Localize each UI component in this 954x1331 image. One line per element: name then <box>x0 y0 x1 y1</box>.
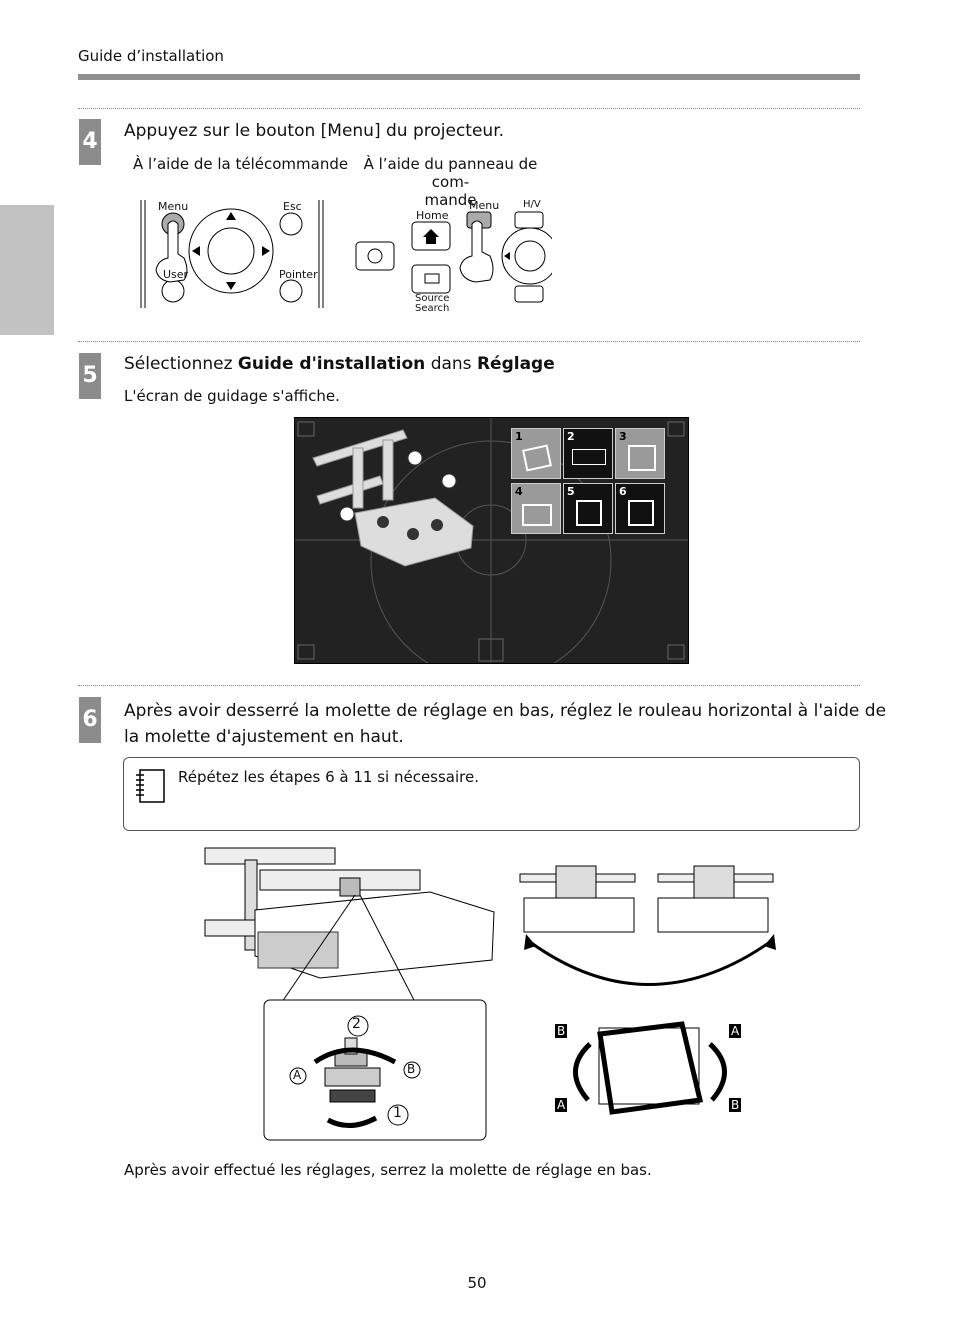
note-box <box>123 757 860 831</box>
remote-drawing <box>138 198 326 310</box>
side-tab <box>0 205 54 335</box>
tile-number: 3 <box>619 430 627 443</box>
label-a: A <box>293 1068 302 1082</box>
step-text: Sélectionnez <box>124 354 238 374</box>
tilt-icon <box>628 445 656 471</box>
installation-guide-screen <box>294 417 689 664</box>
label-b: B <box>557 1024 566 1038</box>
divider <box>78 685 860 686</box>
tile-size[interactable] <box>563 483 613 534</box>
step-instruction: Appuyez sur le bouton [Menu] du projecteur. <box>124 121 505 141</box>
roll-rotation-diagram <box>552 1018 748 1118</box>
mount-drawing <box>200 840 500 1145</box>
step-subtext: L'écran de guidage s'affiche. <box>124 387 340 405</box>
step-number-badge: 4 <box>79 119 101 165</box>
step-instruction-line: Après avoir desserré la molette de réglage en bas, réglez le rouleau horizontal à l'aide de <box>124 701 887 721</box>
pan-icon <box>572 449 606 465</box>
tile-number: 2 <box>567 430 575 443</box>
remote-user-label: User <box>163 268 189 281</box>
label-one: 1 <box>393 1105 402 1121</box>
tile-roll[interactable] <box>511 428 561 479</box>
divider <box>78 108 860 109</box>
tile-number: 5 <box>567 485 575 498</box>
label-b: B <box>407 1062 416 1076</box>
adjustment-tiles <box>511 428 663 534</box>
rotation-drawing <box>552 1018 748 1118</box>
tile-number: 1 <box>515 430 523 443</box>
page-number: 50 <box>467 1274 487 1292</box>
horizontal-icon <box>522 504 552 526</box>
remote-pointer-label: Pointer <box>279 268 318 281</box>
panel-menu-label: Menu <box>469 199 500 212</box>
remote-esc-label: Esc <box>283 200 302 213</box>
step-instruction <box>124 354 555 374</box>
label-two: 2 <box>352 1016 361 1032</box>
menu-item-name: Guide d'installation <box>237 354 426 374</box>
note-text: Répétez les étapes 6 à 11 si nécessaire. <box>178 768 480 786</box>
running-header: Guide d’installation <box>78 47 224 65</box>
panel-caption-line: À l’aide du panneau de com- <box>363 155 538 191</box>
step-number-badge: 5 <box>79 353 101 399</box>
tile-pan[interactable] <box>563 428 613 479</box>
tile-tilt[interactable] <box>615 428 665 479</box>
label-a: A <box>557 1098 566 1112</box>
panel-home-label: Home <box>416 209 449 222</box>
control-panel-drawing <box>352 198 552 316</box>
tile-horizontal[interactable] <box>511 483 561 534</box>
header-rule <box>78 74 860 80</box>
vertical-icon <box>628 500 654 526</box>
step-instruction <box>124 698 886 750</box>
mount-illustration <box>200 840 500 1145</box>
size-icon <box>576 500 602 526</box>
panel-source-label-line: Search <box>415 303 450 314</box>
panel-hv-label: H/V <box>523 199 541 210</box>
panel-source-label-line: Source <box>415 293 450 304</box>
roll-projectors-drawing <box>518 862 780 997</box>
roll-icon <box>522 445 552 472</box>
label-a: A <box>731 1024 740 1038</box>
remote-illustration <box>138 198 326 310</box>
panel-caption-line: mande <box>424 191 477 209</box>
step-number-badge: 6 <box>79 697 101 743</box>
panel-source-search-label <box>415 294 449 314</box>
step-instruction-line: la molette d'ajustement en haut. <box>124 727 404 747</box>
divider <box>78 341 860 342</box>
notepad-icon <box>134 768 168 806</box>
remote-caption: À l’aide de la télécommande <box>133 155 349 173</box>
tile-number: 6 <box>619 485 627 498</box>
remote-menu-label: Menu <box>158 200 189 213</box>
label-b: B <box>731 1098 740 1112</box>
menu-name: Réglage <box>476 354 555 374</box>
roll-diagram-projectors <box>518 862 780 997</box>
tile-number: 4 <box>515 485 523 498</box>
after-text: Après avoir effectué les réglages, serrez la molette de réglage en bas. <box>124 1161 652 1179</box>
tile-vertical[interactable] <box>615 483 665 534</box>
step-text: dans <box>425 354 477 374</box>
control-panel-illustration <box>352 198 552 316</box>
